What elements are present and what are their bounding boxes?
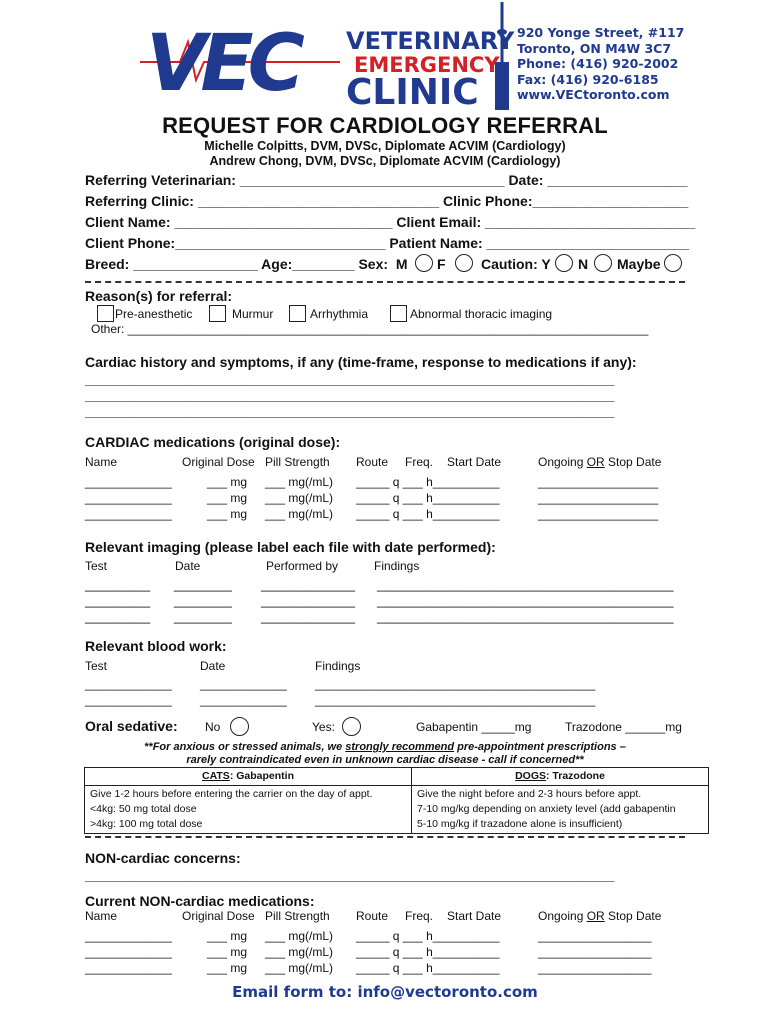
- clinic-fax: Fax: (416) 920-6185: [517, 71, 659, 87]
- med-name-field[interactable]: _____________: [85, 475, 172, 489]
- dogs-dosing: [412, 786, 709, 834]
- cats-dosing: [85, 786, 412, 834]
- doctor-1: Michelle Colpitts, DVM, DVSc, Diplomate ACVIM (Cardiology): [204, 139, 566, 153]
- abnormal-imaging-label: Abnormal thoracic imaging: [410, 307, 553, 321]
- logo-line-veterinary: VETERINARY: [346, 27, 515, 55]
- clinic-phone: Phone: (416) 920-2002: [517, 56, 679, 71]
- med-strength-field[interactable]: ___ mg(/mL): [265, 961, 334, 975]
- imaging-findings-field[interactable]: _________________________________________: [377, 609, 674, 624]
- cats-line: <4kg: 50 mg total dose: [90, 803, 197, 815]
- col-findings: Findings: [374, 559, 420, 573]
- imaging-date-field[interactable]: ________: [174, 609, 232, 624]
- col-test: Test: [85, 659, 108, 673]
- imaging-findings-field[interactable]: _________________________________________: [377, 593, 674, 608]
- murmur-checkbox[interactable]: [209, 305, 226, 322]
- sex-f-label: F: [437, 256, 446, 272]
- med-dose-field[interactable]: ___ mg: [207, 961, 248, 975]
- col-original-dose: Original Dose: [182, 455, 255, 469]
- med-strength-field[interactable]: ___ mg(/mL): [265, 507, 334, 521]
- med-dose-field[interactable]: ___ mg: [207, 507, 248, 521]
- sedative-yes-label: Yes:: [312, 720, 335, 734]
- col-name: Name: [85, 909, 118, 923]
- med-dose-field[interactable]: ___ mg: [207, 929, 248, 943]
- imaging-label: Relevant imaging (please label each file with date performed):: [85, 539, 496, 555]
- blood-date-field[interactable]: _____________: [200, 677, 287, 691]
- imaging-date-field[interactable]: ________: [174, 593, 232, 608]
- col-pill-strength: Pill Strength: [265, 455, 330, 469]
- breed-age-field[interactable]: Breed: ________________ Age:________ Sex: M: [85, 256, 408, 272]
- med-dose-field[interactable]: ___ mg: [207, 945, 248, 959]
- caution-n-radio[interactable]: [594, 254, 612, 272]
- divider: [85, 836, 685, 838]
- med-name-field[interactable]: _____________: [85, 929, 172, 943]
- col-freq: Freq.: [405, 909, 434, 923]
- blood-test-field[interactable]: _____________: [85, 693, 172, 707]
- clinic-address: 920 Yonge Street, #117: [517, 25, 685, 40]
- col-date: Date: [175, 559, 201, 573]
- caution-n-label: N: [578, 256, 589, 272]
- med-route-freq-field[interactable]: _____ q ___ h__________: [356, 475, 500, 489]
- med-stop-field[interactable]: __________________: [538, 475, 659, 489]
- history-line[interactable]: ____________________________________________________________________: [85, 371, 615, 387]
- imaging-performer-field[interactable]: _____________: [261, 609, 355, 624]
- bloodwork-label: Relevant blood work:: [85, 638, 227, 654]
- clinic-website[interactable]: www.VECtoronto.com: [517, 87, 670, 102]
- cats-header: CATS: Gabapentin: [85, 768, 412, 786]
- blood-findings-field[interactable]: __________________________________________: [315, 693, 596, 707]
- dogs-header: DOGS: Trazodone: [412, 768, 709, 786]
- blood-findings-field[interactable]: __________________________________________: [315, 677, 596, 691]
- imaging-test-field[interactable]: _________: [85, 609, 151, 624]
- oral-sedative-label: Oral sedative:: [85, 718, 178, 734]
- col-date: Date: [200, 659, 226, 673]
- arrhythmia-label: Arrhythmia: [310, 307, 369, 321]
- pre-anesthetic-checkbox[interactable]: [97, 305, 114, 322]
- reasons-label: Reason(s) for referral:: [85, 288, 233, 304]
- col-original-dose: Original Dose: [182, 909, 255, 923]
- med-route-freq-field[interactable]: _____ q ___ h__________: [356, 929, 500, 943]
- col-route: Route: [356, 455, 389, 469]
- col-findings: Findings: [315, 659, 361, 673]
- med-stop-field[interactable]: __________________: [538, 507, 659, 521]
- logo-line-clinic: CLINIC: [346, 72, 479, 113]
- cats-line: Give 1-2 hours before entering the carrier on the day of appt.: [90, 788, 373, 800]
- logo-line-emergency: EMERGENCY: [354, 53, 500, 77]
- cardiac-meds-label: CARDIAC medications (original dose):: [85, 434, 341, 450]
- other-reason-field[interactable]: Other: ______________________________________________________________________________: [91, 322, 649, 336]
- sedative-note-line1: **For anxious or stressed animals, we strongly recommend pre-appointment prescriptions –: [144, 741, 626, 753]
- cats-line: >4kg: 100 mg total dose: [90, 818, 203, 830]
- caution-label: Caution: Y: [481, 256, 551, 272]
- med-route-freq-field[interactable]: _____ q ___ h__________: [356, 507, 500, 521]
- col-freq: Freq.: [405, 455, 434, 469]
- sex-f-radio[interactable]: [455, 254, 473, 272]
- med-route-freq-field[interactable]: _____ q ___ h__________: [356, 961, 500, 975]
- med-name-field[interactable]: _____________: [85, 961, 172, 975]
- caution-y-radio[interactable]: [555, 254, 573, 272]
- doctor-2: Andrew Chong, DVM, DVSc, Diplomate ACVIM (Cardiology): [209, 154, 561, 168]
- imaging-findings-field[interactable]: _________________________________________: [377, 577, 674, 592]
- page-title: REQUEST FOR CARDIOLOGY REFERRAL: [162, 113, 608, 138]
- med-name-field[interactable]: _____________: [85, 945, 172, 959]
- sedative-yes-radio[interactable]: [342, 717, 361, 736]
- sedative-no-label: No: [205, 720, 221, 734]
- email-footer[interactable]: Email form to: info@vectoronto.com: [232, 983, 538, 1001]
- dogs-line: 7-10 mg/kg depending on anxiety level (add gabapentin: [417, 803, 676, 815]
- col-start-date: Start Date: [447, 455, 502, 469]
- sex-m-radio[interactable]: [415, 254, 433, 272]
- dogs-line: 5-10 mg/kg if trazadone alone is insufficient): [417, 818, 623, 830]
- col-name: Name: [85, 455, 118, 469]
- dogs-line: Give the night before and 2-3 hours before appt.: [417, 788, 642, 800]
- med-dose-field[interactable]: ___ mg: [207, 491, 248, 505]
- blood-date-field[interactable]: _____________: [200, 693, 287, 707]
- imaging-performer-field[interactable]: _____________: [261, 577, 355, 592]
- abnormal-imaging-checkbox[interactable]: [390, 305, 407, 322]
- trazodone-field[interactable]: Trazodone ______mg: [565, 720, 682, 734]
- med-stop-field[interactable]: _________________: [538, 929, 652, 943]
- med-stop-field[interactable]: _________________: [538, 961, 652, 975]
- logo-letters: VEC: [146, 19, 299, 109]
- clinic-contact: [517, 25, 684, 103]
- med-strength-field[interactable]: ___ mg(/mL): [265, 491, 334, 505]
- med-strength-field[interactable]: ___ mg(/mL): [265, 945, 334, 959]
- clinic-logo: [140, 2, 515, 114]
- imaging-performer-field[interactable]: _____________: [261, 593, 355, 608]
- med-stop-field[interactable]: __________________: [538, 491, 659, 505]
- med-name-field[interactable]: _____________: [85, 491, 172, 505]
- history-line[interactable]: ____________________________________________________________________: [85, 387, 615, 403]
- sedative-note-line2: rarely contraindicated even in unknown cardiac disease - call if concerned**: [186, 754, 584, 766]
- col-start-date: Start Date: [447, 909, 502, 923]
- sedative-no-radio[interactable]: [230, 717, 249, 736]
- imaging-date-field[interactable]: ________: [174, 577, 232, 592]
- divider: [85, 281, 685, 283]
- col-ongoing-stop: Ongoing OR Stop Date: [538, 909, 662, 923]
- history-line[interactable]: ____________________________________________________________________: [85, 403, 615, 419]
- referring-clinic-field[interactable]: Referring Clinic: _______________________________ Clinic Phone:____________________: [85, 193, 689, 209]
- med-name-field[interactable]: _____________: [85, 507, 172, 521]
- gabapentin-field[interactable]: Gabapentin _____mg: [416, 720, 532, 734]
- col-ongoing-stop: Ongoing OR Stop Date: [538, 455, 662, 469]
- clinic-city: Toronto, ON M4W 3C7: [517, 40, 672, 56]
- med-strength-field[interactable]: ___ mg(/mL): [265, 929, 334, 943]
- client-name-field[interactable]: Client Name: ____________________________ Client Email: ___________________________: [85, 214, 696, 230]
- non-cardiac-line[interactable]: ____________________________________________________________________: [85, 867, 615, 883]
- sedative-dosing-table: [84, 767, 709, 834]
- col-test: Test: [85, 559, 108, 573]
- pre-anesthetic-label: Pre-anesthetic: [115, 307, 193, 321]
- client-phone-field[interactable]: Client Phone:___________________________ Patient Name: __________________________: [85, 235, 690, 251]
- col-performed-by: Performed by: [266, 559, 339, 573]
- col-route: Route: [356, 909, 389, 923]
- caution-maybe-label: Maybe: [617, 256, 661, 272]
- med-route-freq-field[interactable]: _____ q ___ h__________: [356, 945, 500, 959]
- med-strength-field[interactable]: ___ mg(/mL): [265, 475, 334, 489]
- imaging-test-field[interactable]: _________: [85, 577, 151, 592]
- history-label: Cardiac history and symptoms, if any (time-frame, response to medications if any):: [85, 354, 637, 370]
- referring-vet-field[interactable]: Referring Veterinarian: __________________________________ Date: __________________: [85, 172, 688, 188]
- med-dose-field[interactable]: ___ mg: [207, 475, 248, 489]
- non-cardiac-label: NON-cardiac concerns:: [85, 850, 241, 866]
- col-pill-strength: Pill Strength: [265, 909, 330, 923]
- murmur-label: Murmur: [232, 307, 274, 321]
- imaging-test-field[interactable]: _________: [85, 593, 151, 608]
- blood-test-field[interactable]: _____________: [85, 677, 172, 691]
- caution-maybe-radio[interactable]: [664, 254, 682, 272]
- non-cardiac-meds-label: Current NON-cardiac medications:: [85, 893, 315, 909]
- arrhythmia-checkbox[interactable]: [289, 305, 306, 322]
- med-stop-field[interactable]: _________________: [538, 945, 652, 959]
- med-route-freq-field[interactable]: _____ q ___ h__________: [356, 491, 500, 505]
